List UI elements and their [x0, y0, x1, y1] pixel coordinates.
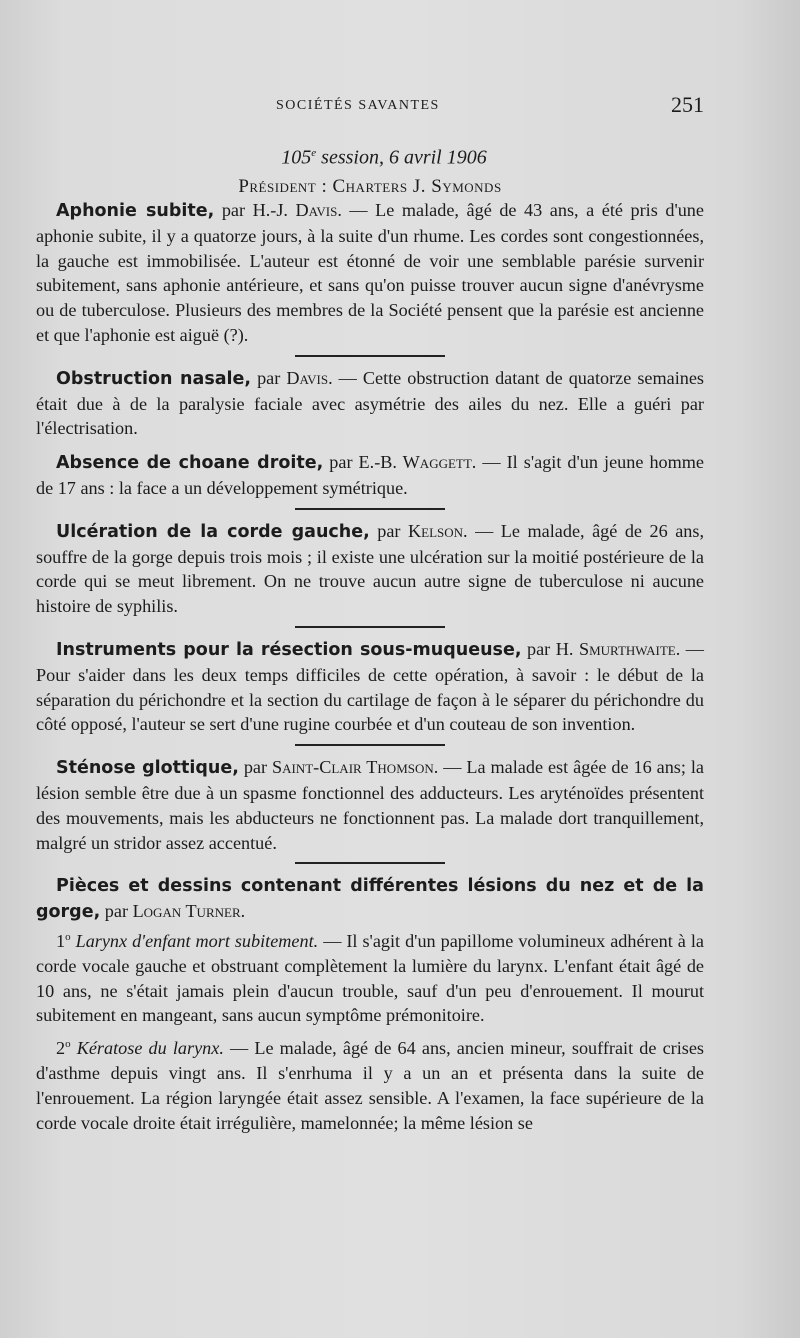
entry-text: — Le malade, âgé de 43 ans, a été pris d'une aphonie subite, il y a quatorze jours, à la suite d'un rhume. Les cordes sont congestionnées, la gauche est immobilisée. L'auteur est étonné de voir une semblable parésie survenir subitement, sans aphonie antérieure, et sans qu'on puisse trouver aucun signe d'anévrysme ou de tuberculose. Plusieurs des membres de la Société pensent que la parésie est ancienne et que l'aphonie est aiguë (?).: [36, 200, 704, 345]
entry-text: — Il s'agit d'un jeune homme de 17 ans : la face a un développement symétrique.: [36, 452, 704, 498]
item-title: Kératose du larynx.: [70, 1038, 224, 1059]
session-president: Président : Charters J. Symonds: [238, 175, 502, 197]
entry-pieces-item-2: 2$^o$ Kératose du larynx. — Le malade, âgé de 64 ans, ancien mineur, souffrait de crises d'asthme depuis vingt ans. Il s'enrhuma il y a un an et présenta dans la suite de l'enrouement. La région laryngée était assez sensible. A l'examen, la face supérieure de la corde vocale droite était irrégulière, mamelonnée; la même lésion se: [36, 1038, 705, 1133]
entry-text: — Cette obstruction datant de quatorze semaines était due à de la paralysie faciale avec asymétrie des ailes du nez. Elle a guéri par l'électrisation.: [36, 367, 704, 439]
separator-rule: [295, 508, 445, 510]
entry-author: Kelson.: [408, 520, 468, 541]
entry-obstruction: Obstruction nasale, par Davis. — Cette obstruction datant de quatorze semaines était due à de la paralysie faciale avec asymétrie des ailes du nez. Elle a guéri par l'électrisation.: [36, 367, 704, 439]
running-head: SOCIÉTÉS SAVANTES: [276, 98, 440, 113]
item-title: Larynx d'enfant mort subitement.: [70, 930, 319, 951]
entry-text: — Le malade, âgé de 26 ans, souffre de la gorge depuis trois mois ; il existe une ulcération sur la moitié postérieure de la corde qui se meut librement. On ne trouve aucun autre signe de tuberculose ni aucune histoire de syphilis.: [36, 520, 705, 617]
entry-author: Logan Turner.: [132, 901, 246, 922]
entry-pieces-item-1: 1$^o$ Larynx d'enfant mort subitement. — Il s'agit d'un papillome volumineux adhérent à la corde vocale gauche et obstruant complètement la lumière du larynx. L'enfant était âgé de 10 ans, ne s'était jamais plein d'aucun trouble, sauf d'un peu d'enrouement. Il mourut subitement en mangeant, sans aucun symptôme prémonitoire.: [36, 930, 704, 1026]
entry-choane: Absence de choane droite, par E.-B. Waggett. — Il s'agit d'un jeune homme de 17 ans : la face a un développement symétrique.: [36, 452, 704, 498]
separator-rule: [295, 355, 445, 357]
article-body: [36, 198, 704, 1135]
entry-pieces: Pièces et dessins contenant différentes lésions du nez et de la gorge, par Logan Turner.: [36, 876, 704, 923]
entry-aphonie: Aphonie subite, par H.-J. Davis. — Le malade, âgé de 43 ans, a été pris d'une aphonie subite, il y a quatorze jours, à la suite d'un rhume. Les cordes sont congestionnées, la gauche est immobilisée. L'auteur est étonné de voir une semblable parésie survenir subitement, sans aphonie antérieure, et sans qu'on puisse trouver aucun signe d'anévrysme ou de tuberculose. Plusieurs des membres de la Société pensent que la parésie est ancienne et que l'aphonie est aiguë (?).: [36, 200, 704, 345]
entry-stenose: Sténose glottique, par Saint-Clair Thomson. — La malade est âgée de 16 ans; la lésion semble être due à un spasme fonctionnel des adducteurs. Les aryténoïdes présentent des mouvements, mais les abducteurs ne fonctionnent pas. La malade dort tranquillement, malgré un stridor assez accentué.: [36, 757, 704, 853]
entry-text: — Pour s'aider dans les deux temps difficiles de cette opération, à savoir : le début de la séparation du périchondre et la section du cartilage de façon à le séparer du périchondre du côté opposé, l'auteur se sert d'une rugine courbée et d'un couteau de son invention.: [36, 638, 704, 735]
entry-author: H.-J. Davis.: [252, 200, 342, 220]
entry-title: Obstruction nasale,: [56, 368, 252, 389]
entry-author: Saint-Clair Thomson.: [272, 757, 439, 778]
item-text: — Il s'agit d'un papillome volumineux adhérent à la corde vocale gauche et obstruant complètement la lumière du larynx. L'enfant était âgé de 10 ans, ne s'était jamais plein d'aucun trouble, sauf d'un peu d'enrouement. Il mourut subitement en mangeant, sans aucun symptôme prémonitoire.: [36, 930, 704, 1026]
entry-title: Ulcération de la corde gauche,: [56, 521, 370, 542]
item-text: — Le malade, âgé de 64 ans, ancien mineur, souffrait de crises d'asthme depuis vingt ans. Il s'enrhuma il y a un an et présenta dans la suite de l'enrouement. La région laryngée était assez sensible. A l'examen, la face supérieure de la corde vocale droite était irrégulière, mamelonnée; la même lésion se: [36, 1038, 705, 1133]
entry-author: H. Smurthwaite.: [555, 638, 681, 659]
entry-text: — La malade est âgée de 16 ans; la lésion semble être due à un spasme fonctionnel des adducteurs. Les aryténoïdes présentent des mouvements, mais les abducteurs ne fonctionnent pas. La malade dort tranquillement, malgré un stridor assez accentué.: [36, 757, 704, 853]
entry-title: Absence de choane droite,: [56, 453, 324, 474]
entry-title: Sténose glottique,: [56, 758, 239, 779]
entry-title: Pièces et dessins contenant différentes lésions du nez et de la gorge,: [36, 876, 704, 923]
entry-instruments: Instruments pour la résection sous-muqueuse, par H. Smurthwaite. — Pour s'aider dans les deux temps difficiles de cette opération, à savoir : le début de la séparation du périchondre et la section du cartilage de façon à le séparer du périchondre du côté opposé, l'auteur se sert d'une rugine courbée et d'un couteau de son invention.: [36, 638, 704, 735]
separator-rule: [295, 626, 445, 628]
page-number: 251: [671, 92, 704, 117]
entry-title: Aphonie subite,: [56, 201, 215, 221]
session-heading: [36, 138, 704, 201]
session-title: 105e session, 6 avril 1906: [281, 146, 487, 169]
separator-rule: [295, 744, 445, 746]
page-header: [36, 92, 704, 126]
entry-title: Instruments pour la résection sous-muqueuse,: [56, 639, 522, 660]
entry-author: Davis.: [286, 367, 333, 388]
entry-author: E.-B. Waggett.: [358, 452, 477, 473]
entry-ulceration: Ulcération de la corde gauche, par Kelson. — Le malade, âgé de 26 ans, souffre de la gorge depuis trois mois ; il existe une ulcération sur la moitié postérieure de la corde qui se meut librement. On ne trouve aucun autre signe de tuberculose ni aucune histoire de syphilis.: [36, 520, 705, 617]
separator-rule: [295, 862, 445, 864]
